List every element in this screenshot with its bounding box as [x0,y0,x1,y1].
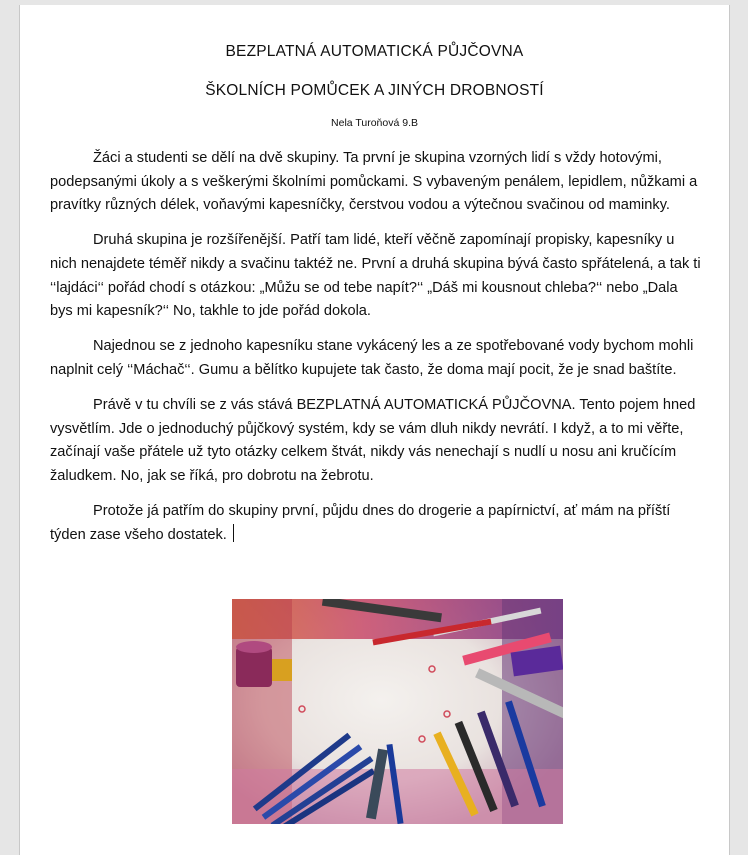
paragraph-5-text: Protože já patřím do skupiny první, půjdu dnes do drogerie a papírnictví, ať mám na příští týden zase všeho dostatek. [50,503,671,543]
document-author: Nela Turoňová 9.B [331,117,418,129]
document-page[interactable] [19,5,730,855]
school-supplies-illustration [232,599,563,824]
school-supplies-photo[interactable] [232,599,563,824]
document-body[interactable] [50,147,702,559]
paragraph-4: Právě v tu chvíli se z vás stává BEZPLATNÁ AUTOMATICKÁ PŮJČOVNA. Tento pojem hned vysvětlím. Jde o jednoduchý půjčkový systém, kdy se vám dluh nikdy nevrátí. I když, a to mi věřte, začínají vaše přátele už tyto otázky celkem štvát, nikdy vás nenechají s nudlí u nosu ani kručícím žaludkem. No, jak se říká, pro dobrotu na žebrotu. [50,397,696,484]
document-title-line-2: ŠKOLNÍCH POMŮCEK A JINÝCH DROBNOSTÍ [205,82,544,99]
document-title-line-1: BEZPLATNÁ AUTOMATICKÁ PŮJČOVNA [225,43,524,60]
paragraph-3: Najednou se z jednoho kapesníku stane vykácený les a ze spotřebované vody bychom mohli naplnit celý ‘‘Máchač‘‘. Gumu a bělítko kupujete tak často, že doma mají pocit, že je snad baštíte. [50,338,694,378]
paragraph-5 [50,500,702,547]
paragraph-1: Žáci a studenti se dělí na dvě skupiny. Ta první je skupina vzorných lidí s vždy hotovými, podepsanými úkoly a s veškerými školními pomůckami. S vybaveným penálem, lepidlem, nůžkami a pravítky různých délek, voňavými kapesníčky, čerstvou vodou a výtečnou svačinou od maminky. [50,150,698,214]
text-cursor [233,524,234,542]
paragraph-2: Druhá skupina je rozšířenější. Patří tam lidé, kteří věčně zapomínají propisky, kapesníky u nich nenajdete téměř nikdy a svačinu taktéž ne. První a druhá skupina bývá často spřátelená, a tak ti ‘‘lajdáci‘‘ pořád chodí s otázkou: „Můžu se od tebe napít?‘‘ „Dáš mi kousnout chleba?‘‘ nebo „Dala bys mi kapesník?‘‘ No, takhle to jde pořád dokola. [50,232,701,320]
